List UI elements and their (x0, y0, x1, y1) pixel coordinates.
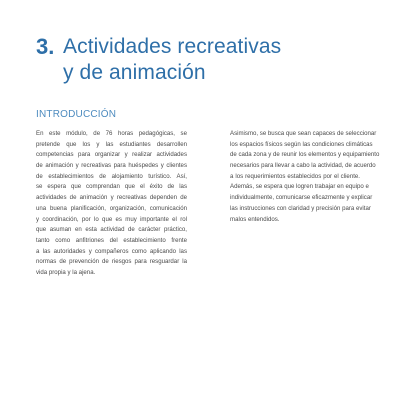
text-line: vida propia y la ajena. (36, 268, 96, 276)
right-text-column (230, 129, 380, 225)
text-line: actividades de animación y recreativas dependen de (36, 194, 187, 202)
text-line: las instrucciones con claridad y precisión para evitar (230, 204, 371, 212)
text-line: los espacios físicos según las condiciones climáticas (230, 140, 373, 148)
text-line: competencias para organizar y realizar actividades (36, 151, 187, 159)
text-line: Asimismo, se busca que sean capaces de seleccionar (230, 130, 377, 137)
text-line: y coordinación, por lo que es muy importante el rol (36, 215, 187, 223)
text-line: necesarios para llevar a cabo la actividad, de acuerdo (230, 162, 376, 170)
text-line: pretende que los y las estudiantes desarrollen (36, 140, 187, 148)
chapter-number: 3. (36, 34, 55, 59)
text-line: malos entendidos. (230, 215, 280, 223)
text-line: tanto como anfitriones del establecimiento frente (36, 236, 187, 244)
section-title: INTRODUCCIÓN (36, 109, 117, 120)
text-line: Además, se espera que logren trabajar en equipo e (230, 183, 369, 191)
text-line: En este módulo, de 76 horas pedagógicas, se (36, 130, 187, 137)
text-line: a los requerimientos establecidos por el cliente. (230, 172, 360, 180)
text-line: se espera que comprendan que el éxito de las (36, 183, 187, 191)
text-line: de establecimientos de alojamiento turístico. Así, (36, 172, 187, 180)
text-line: individualmente, comunicarse eficazmente y explicar (230, 194, 373, 202)
text-line: de cada zona y de reunir los elementos y equipamiento (230, 151, 380, 159)
text-line: que asuman en esta actividad de carácter práctico, (36, 226, 187, 234)
chapter-title-line-2: y de animación (63, 61, 206, 84)
left-text-column (36, 129, 187, 279)
text-line: una buena planificación, organización, comunicación (36, 204, 187, 212)
text-line: normas de prevención de riesgos para resguardar la (36, 258, 187, 266)
text-line: de animación y recreativas para huéspedes y clientes (36, 162, 187, 170)
text-line: a las autoridades y compañeros como aplicando las (36, 247, 187, 255)
chapter-title-line-1: Actividades recreativas (63, 35, 282, 58)
